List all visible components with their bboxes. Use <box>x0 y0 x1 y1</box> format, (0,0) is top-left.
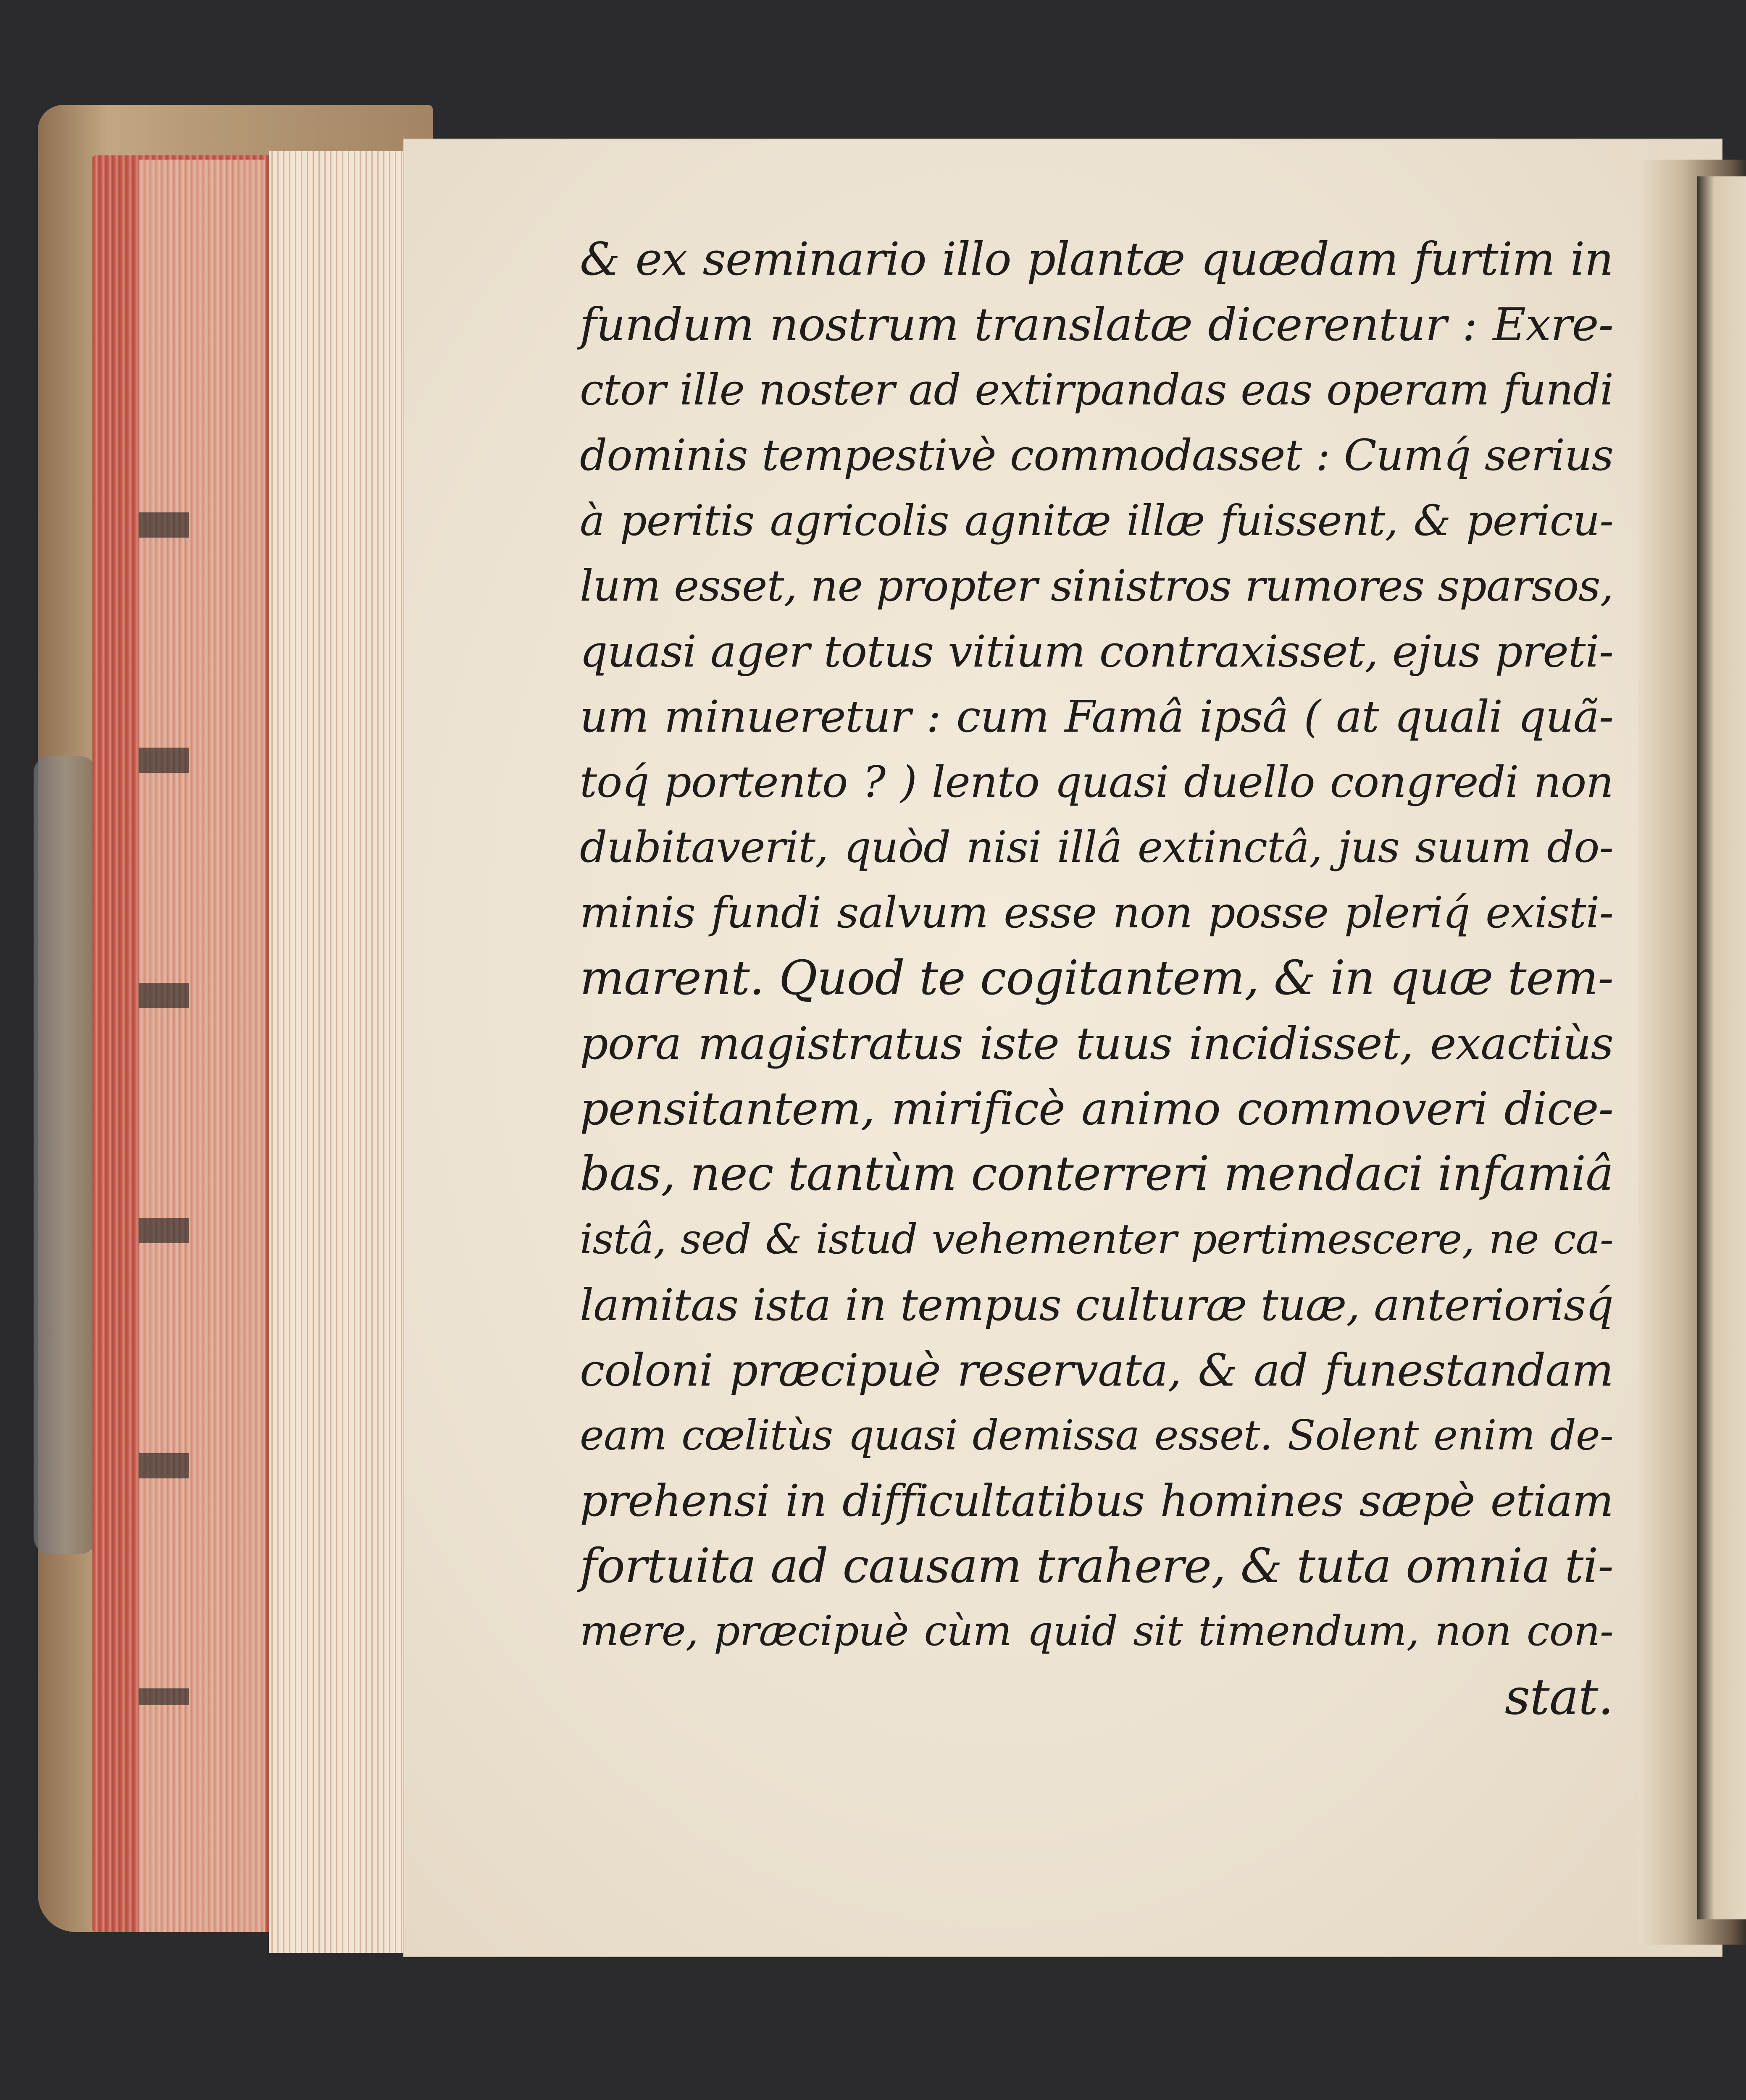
text-line: pora magistratus iste tuus incidisset, exactiùs <box>580 1018 1613 1070</box>
text-line: minis fundi salvum esse non posse pleriq́ existi- <box>580 887 1613 938</box>
facing-page <box>1697 176 1746 1919</box>
text-line: toq́ portento ? ) lento quasi duello congredi non <box>580 757 1613 807</box>
text-line: lamitas ista in tempus culturæ tuæ, anteriorisq́ <box>580 1279 1613 1331</box>
edge-tabs <box>139 319 189 1705</box>
text-line: eam cœlitùs quasi demissa esset. Solent enim de- <box>580 1411 1613 1460</box>
page-stack <box>269 151 403 1953</box>
text-line: um minueretur : cum Famâ ipsâ ( at quali quã- <box>580 691 1613 743</box>
text-line: pensitantem, mirificè animo commoveri dice- <box>580 1082 1613 1135</box>
text-line: à peritis agricolis agnitæ illæ fuissent, & pericu- <box>580 496 1613 546</box>
text-line: ctor ille noster ad extirpandas eas operam fundi <box>580 365 1613 415</box>
text-line: fundum nostrum translatæ dicerentur : Exre- <box>580 298 1613 351</box>
text-line: prehensi in difficultatibus homines sæpè etiam <box>580 1475 1613 1527</box>
text-line: marent. Quod te cogitantem, & in quæ tem- <box>580 950 1613 1005</box>
text-line: coloni præcipuè reservata, & ad funestandam <box>580 1344 1613 1396</box>
text-line: lum esset, ne propter sinistros rumores sparsos, <box>580 561 1613 611</box>
text-line: & ex seminario illo plantæ quædam furtim in <box>580 233 1613 286</box>
text-line: quasi ager totus vitium contraxisset, ejus preti- <box>580 625 1613 677</box>
text-line: bas, nec tantùm conterreri mendaci infamiâ <box>580 1147 1613 1202</box>
text-line: dominis tempestivè commodasset : Cumq́ serius <box>580 430 1613 480</box>
page-text <box>580 227 1613 1730</box>
text-line: istâ, sed & istud vehementer pertimescere, ne ca- <box>580 1215 1613 1263</box>
text-line: dubitaverit, quòd nisi illâ extinctâ, jus suum do- <box>580 822 1613 873</box>
text-line: fortuita ad causam trahere, & tuta omnia ti- <box>580 1538 1613 1593</box>
cover-wear <box>34 756 97 1554</box>
text-line-last: stat. <box>1504 1668 1613 1726</box>
text-line: mere, præcipuè cùm quid sit timendum, non con- <box>580 1607 1613 1656</box>
